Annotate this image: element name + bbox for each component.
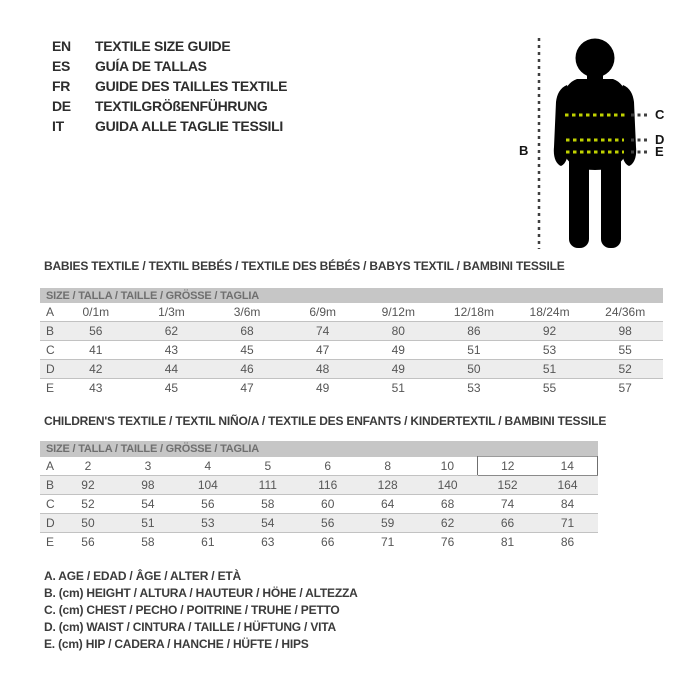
size-cell: 71 (380, 535, 395, 549)
size-cell: 71 (538, 514, 598, 533)
legend-item-waist: D. (cm) WAIST / CINTURA / TAILLE / HÜFTUNG / VITA (44, 620, 336, 634)
size-cell: 140 (418, 476, 478, 495)
guide-title: TEXTILGRÖßENFÜHRUNG (95, 98, 268, 114)
size-cell: 45 (164, 381, 179, 395)
size-cell: 59 (358, 514, 418, 533)
height-measure-label: B (519, 143, 529, 158)
size-table-header: SIZE / TALLA / TAILLE / GRÖSSE / TAGLIA (40, 288, 663, 303)
table-row (40, 476, 598, 495)
guide-title: GUIDE DES TAILLES TEXTILE (95, 78, 288, 94)
size-cell: 47 (240, 381, 254, 395)
size-cell: 66 (321, 535, 335, 549)
size-cell: 98 (118, 476, 178, 495)
size-cell: 56 (298, 514, 358, 533)
language-row (52, 56, 287, 76)
children-size-table (40, 441, 598, 551)
size-cell: 68 (209, 322, 285, 341)
size-cell: 51 (436, 341, 512, 360)
size-cell: 6 (298, 457, 358, 476)
size-cell: 56 (81, 535, 95, 549)
size-cell: 62 (134, 322, 210, 341)
size-cell: 54 (238, 514, 298, 533)
size-cell: 48 (285, 360, 361, 379)
highlighted-size-cell: 12 (478, 457, 538, 476)
size-cell: 63 (261, 535, 275, 549)
table-row (40, 533, 598, 552)
size-cell: 58 (141, 535, 155, 549)
size-cell: 49 (361, 360, 437, 379)
size-cell: 56 (178, 495, 238, 514)
size-cell: 81 (500, 535, 515, 549)
language-row (52, 96, 287, 116)
size-cell: 18/24m (512, 303, 588, 322)
language-code: DE (52, 98, 71, 114)
measurement-legend (44, 569, 358, 654)
size-cell: 62 (418, 514, 478, 533)
size-cell: 92 (512, 322, 588, 341)
size-cell: 3/6m (209, 303, 285, 322)
child-silhouette-graphic (505, 25, 680, 260)
size-cell: 66 (478, 514, 538, 533)
size-cell: 58 (238, 495, 298, 514)
size-cell: 50 (58, 514, 118, 533)
size-cell: 53 (178, 514, 238, 533)
size-cell: 3 (118, 457, 178, 476)
size-cell: 49 (361, 341, 437, 360)
size-cell: 152 (478, 476, 538, 495)
size-cell: 74 (285, 322, 361, 341)
table-row (40, 360, 663, 379)
size-cell: 52 (587, 360, 663, 379)
size-cell: 104 (178, 476, 238, 495)
size-cell: 80 (361, 322, 437, 341)
size-cell: 86 (560, 535, 575, 549)
size-cell: 42 (58, 360, 134, 379)
size-cell: 24/36m (587, 303, 663, 322)
table-header-row (40, 441, 598, 457)
row-label: E (46, 535, 55, 549)
legend-item-age: A. AGE / EDAD / ÂGE / ALTER / ETÀ (44, 569, 241, 583)
measurement-figure (505, 25, 680, 260)
babies-table-title: BABIES TEXTILE / TEXTIL BEBÉS / TEXTILE DES BÉBÉS / BABYS TEXTIL / BAMBINI TESSILE (44, 259, 565, 273)
row-label: D (40, 360, 58, 379)
size-cell: 0/1m (58, 303, 134, 322)
size-cell: 51 (391, 381, 405, 395)
language-code: FR (52, 78, 71, 94)
size-cell: 41 (58, 341, 134, 360)
table-row (40, 457, 598, 476)
size-cell: 51 (512, 360, 588, 379)
size-cell: 8 (358, 457, 418, 476)
size-cell: 12/18m (436, 303, 512, 322)
size-cell: 55 (587, 341, 663, 360)
size-cell: 53 (512, 341, 588, 360)
size-cell: 5 (238, 457, 298, 476)
legend-item-hip: E. (cm) HIP / CADERA / HANCHE / HÜFTE / HIPS (44, 637, 309, 651)
language-row (52, 76, 287, 96)
size-cell: 128 (358, 476, 418, 495)
legend-item-chest: C. (cm) CHEST / PECHO / POITRINE / TRUHE / PETTO (44, 603, 340, 617)
size-cell: 164 (538, 476, 598, 495)
size-cell: 98 (587, 322, 663, 341)
size-cell: 9/12m (361, 303, 437, 322)
row-label: D (40, 514, 58, 533)
size-cell: 1/3m (134, 303, 210, 322)
size-cell: 4 (178, 457, 238, 476)
language-row (52, 36, 287, 56)
size-cell: 10 (418, 457, 478, 476)
size-cell: 61 (201, 535, 215, 549)
size-cell: 46 (209, 360, 285, 379)
legend-item-height: B. (cm) HEIGHT / ALTURA / HAUTEUR / HÖHE / ALTEZZA (44, 586, 358, 600)
language-code: ES (52, 58, 71, 74)
highlighted-size-cell: 14 (538, 457, 598, 476)
table-row (40, 322, 663, 341)
row-label: C (40, 341, 58, 360)
waist-measure-label: D (655, 132, 665, 147)
table-row (40, 495, 598, 514)
size-cell: 84 (538, 495, 598, 514)
size-cell: 68 (418, 495, 478, 514)
language-code: EN (52, 38, 71, 54)
size-cell: 60 (298, 495, 358, 514)
chest-measure-label: C (655, 107, 665, 122)
table-row (40, 514, 598, 533)
language-row (52, 116, 287, 136)
size-cell: 86 (436, 322, 512, 341)
guide-title: GUÍA DE TALLAS (95, 58, 207, 74)
size-table-header: SIZE / TALLA / TAILLE / GRÖSSE / TAGLIA (40, 441, 598, 457)
language-code: IT (52, 118, 64, 134)
size-cell: 64 (358, 495, 418, 514)
table-row (40, 341, 663, 360)
size-cell: 45 (209, 341, 285, 360)
row-label: E (46, 381, 55, 395)
row-label: A (40, 457, 58, 476)
row-label: A (40, 303, 58, 322)
size-cell: 43 (134, 341, 210, 360)
size-cell: 111 (238, 476, 298, 495)
size-cell: 116 (298, 476, 358, 495)
size-cell: 44 (134, 360, 210, 379)
guide-title: TEXTILE SIZE GUIDE (95, 38, 231, 54)
size-cell: 55 (542, 381, 557, 395)
row-label: B (40, 322, 58, 341)
size-cell: 56 (58, 322, 134, 341)
size-cell: 47 (285, 341, 361, 360)
size-cell: 57 (618, 381, 632, 395)
size-cell: 2 (58, 457, 118, 476)
size-cell: 76 (440, 535, 455, 549)
size-cell: 54 (118, 495, 178, 514)
size-cell: 51 (118, 514, 178, 533)
row-label: B (40, 476, 58, 495)
size-cell: 49 (316, 381, 330, 395)
table-row (40, 379, 663, 398)
size-cell: 74 (478, 495, 538, 514)
child-silhouette (554, 39, 636, 249)
size-cell: 50 (436, 360, 512, 379)
hip-measure-label: E (655, 144, 664, 159)
size-cell: 53 (467, 381, 481, 395)
children-table-title: CHILDREN'S TEXTILE / TEXTIL NIÑO/A / TEXTILE DES ENFANTS / KINDERTEXTIL / BAMBINI TESSILE (44, 414, 607, 428)
size-cell: 6/9m (285, 303, 361, 322)
row-label: C (40, 495, 58, 514)
guide-title: GUIDA ALLE TAGLIE TESSILI (95, 118, 283, 134)
table-header-row (40, 288, 663, 303)
size-cell: 43 (89, 381, 103, 395)
table-row (40, 303, 663, 322)
size-cell: 52 (58, 495, 118, 514)
size-cell: 92 (58, 476, 118, 495)
language-title-list (52, 36, 287, 136)
babies-size-table (40, 288, 663, 397)
